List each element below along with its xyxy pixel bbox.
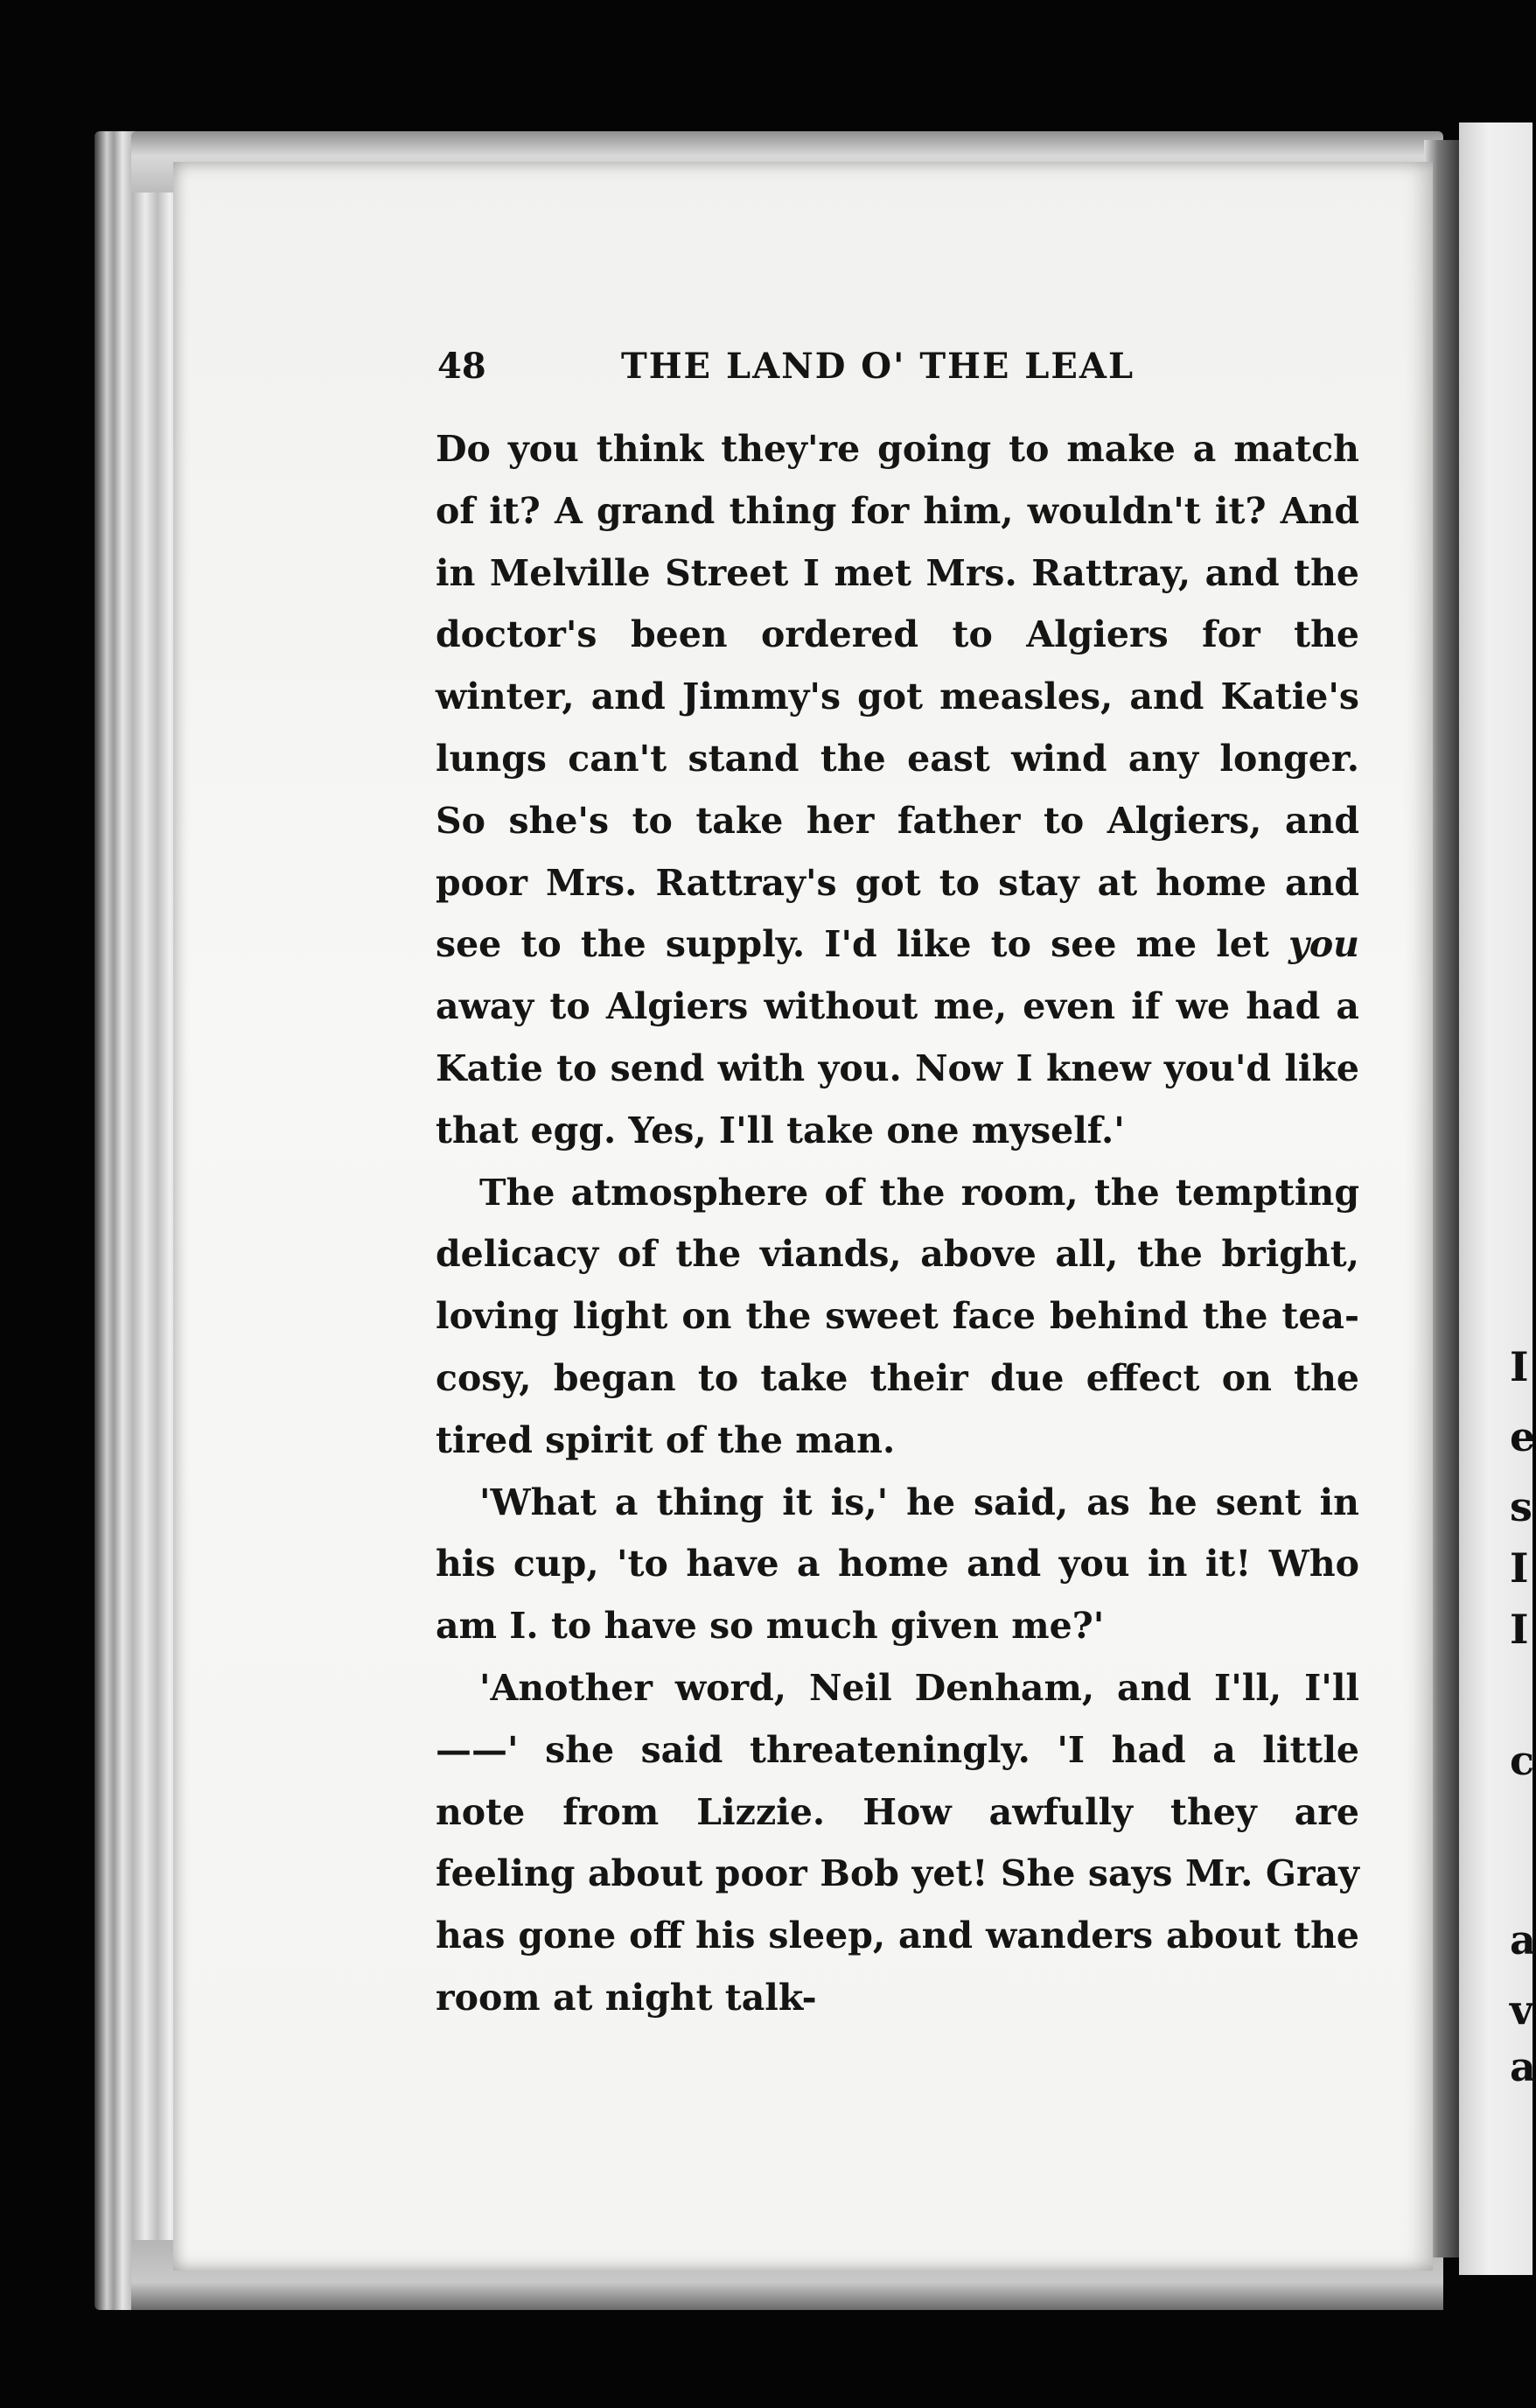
- next-page-fragment: v: [1510, 1986, 1533, 2034]
- page-number: 48: [437, 346, 486, 387]
- paragraph: 'Another word, Neil Denham, and I'll, I'll——' she said threateningly. 'I had a little note from Lizzie. How awfully they are feeling about poor Bob yet! She says Mr. Gray has gone off his sleep, and wanders about the room at night talk-: [436, 1666, 1359, 2019]
- paragraph-text: Do you think they're going to make a match of it? A grand thing for him, wouldn't it? And in Melville Street I met Mrs. Rattray, and the doctor's been ordered to Algiers for the winter, and Jimmy's got measles, and Katie's lungs can't stand the east wind any longer. So she's to take her father to Algiers, and poor Mrs. Rattray's got to stay at home and see to the supply. I'd like to see me let: [436, 428, 1359, 966]
- running-head: [262, 328, 1435, 398]
- page-edge-stack: [94, 131, 182, 2310]
- next-page-fragment: e: [1510, 1413, 1536, 1460]
- next-page-fragment: I: [1510, 1606, 1529, 1653]
- paragraph-text: away to Algiers without me, even if we had a Katie to send with you. Now I knew you'd like that egg. Yes, I'll take one myself.': [436, 985, 1359, 1152]
- next-page-fragment: a: [1510, 2043, 1536, 2090]
- next-page-fragment: a: [1510, 1916, 1536, 1964]
- paragraph-continued: [436, 418, 1359, 1162]
- next-page-fragment: s: [1510, 1483, 1533, 1530]
- paragraph: 'What a thing it is,' he said, as he sent in his cup, 'to have a home and you in it! Who am I. to have so much given me?': [436, 1480, 1359, 1648]
- body-text: [436, 418, 1359, 2019]
- next-page-fragment: I: [1510, 1343, 1529, 1390]
- next-page-fragment: c: [1510, 1737, 1535, 1784]
- paragraph: The atmosphere of the room, the tempting delicacy of the viands, above all, the bright, loving light on the sweet face behind the tea-cosy, began to take their due effect on the tired spirit of the man.: [436, 1171, 1359, 1461]
- emphasis-text: you: [1288, 923, 1359, 966]
- running-title: THE LAND O' THE LEAL: [621, 346, 1135, 387]
- next-page-strip: [1459, 122, 1536, 2275]
- next-page-fragment: I: [1510, 1544, 1529, 1592]
